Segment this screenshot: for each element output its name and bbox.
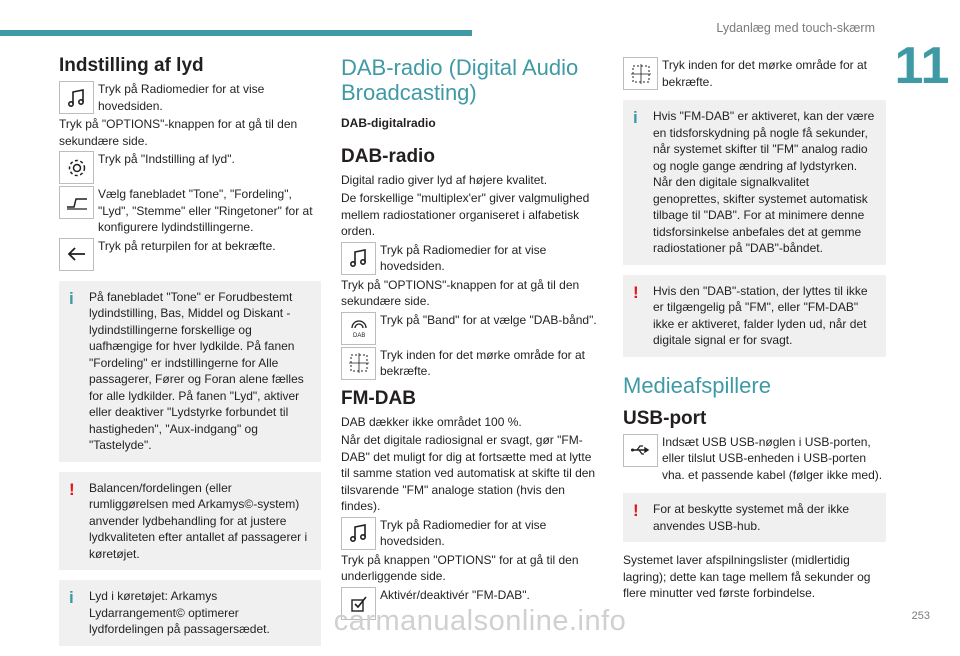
watermark: carmanualsonline.info: [333, 605, 627, 637]
step-text: Tryk inden for det mørke område for at bekræfte.: [380, 347, 585, 378]
column-dab: [341, 55, 603, 622]
step-band: [341, 312, 603, 345]
info-box-tone: [59, 281, 321, 462]
svg-text:DAB: DAB: [352, 333, 365, 339]
column-sound-settings: [59, 55, 321, 656]
subtitle: DAB-digitalradio: [341, 116, 436, 130]
paragraph: Systemet laver afspilningslister (midlertidig lagring); dette kan tage mellem få sekunder og flere minutter ved første forbindelse.: [623, 553, 871, 600]
back-arrow-icon: [59, 238, 94, 271]
chapter-number: 11: [894, 37, 950, 95]
info-text: På fanebladet "Tone" er Forudbestemt lydindstilling, Bas, Middel og Diskant -lydindstillingerne forskellige og uafhængige for hver lydkilde. På fanen "Fordeling" er indstillingerne for Alle passagerer, Fører og Foran alene fælles for alle lydkilder. På fanen "Lyd", aktiver eller deaktiver "Lydstyrke forbundet til hastigheden", "Aux-indgang" og "Tastelyde".: [89, 289, 304, 452]
paragraph: Tryk på knappen "OPTIONS" for at gå til den underliggende side.: [341, 552, 579, 583]
paragraph: De forskellige "multiplex'er" giver valgmulighed mellem radiostationer organiseret i alfabetisk orden.: [341, 191, 590, 238]
paragraph: Tryk på "OPTIONS"-knappen for at gå til den sekundære side.: [341, 277, 580, 308]
page-number: 253: [911, 610, 930, 622]
info-icon: i: [69, 288, 74, 308]
info-box-fm-dab: [623, 100, 886, 265]
step-text: Indsæt USB USB-nøglen i USB-porten, eller tilslut USB-enheden i USB-porten vha. et passende kabel (følger ikke med).: [662, 434, 883, 482]
step-radio-media: [341, 517, 603, 550]
step-select-tab: [59, 186, 321, 236]
info-text: Lyd i køretøjet: Arkamys Lydarrangement© optimerer lydfordelingen på passagersædet.: [89, 589, 270, 636]
info-icon: i: [69, 588, 74, 607]
section-title-media: Medieafspillere: [623, 372, 771, 398]
step-text: Tryk på Radiomedier for at vise hovedsiden.: [380, 517, 547, 548]
dark-area-icon: [341, 347, 376, 380]
step-confirm-area: [623, 57, 886, 90]
dark-area-icon: [623, 57, 658, 90]
music-note-icon: [341, 517, 376, 550]
warning-text: Balancen/fordelingen (eller rumliggørelsen med Arkamys©-system) anvender lydbehandling for at justere lydkvaliteten efter antallet af passagerer i køretøjet.: [89, 480, 308, 561]
info-icon: i: [633, 108, 638, 127]
step-text: Tryk på Radiomedier for at vise hovedsiden.: [98, 82, 265, 113]
section-title-sound: Indstilling af lyd: [59, 55, 204, 76]
warning-icon: !: [633, 282, 639, 302]
heading-fm-dab: FM-DAB: [341, 387, 416, 409]
step-text: Tryk på "Indstilling af lyd".: [98, 152, 235, 166]
step-text: Tryk på "Band" for at vælge "DAB-bånd".: [380, 312, 597, 327]
step-sound-setting: [59, 151, 321, 184]
music-note-icon: [59, 81, 94, 114]
column-media: [623, 55, 886, 604]
gear-icon: [59, 151, 94, 184]
paragraph: Når det digitale radiosignal er svagt, gør "FM-DAB" det muligt for dig at fortsætte med at lytte til samme station ved automatisk at skifte til den tilsvarende "FM" analoge station (hvis den findes).: [341, 433, 596, 513]
step-text: Tryk på returpilen for at bekræfte.: [98, 238, 276, 253]
warning-box-usb-hub: [623, 493, 886, 542]
paragraph: Tryk på "OPTIONS"-knappen for at gå til den sekundære side.: [59, 117, 298, 148]
step-text: Aktivér/deaktivér "FM-DAB".: [380, 587, 530, 602]
dab-icon: [341, 312, 376, 345]
usb-icon: [623, 434, 658, 467]
warning-text: For at beskytte systemet må der ikke anvendes USB-hub.: [653, 502, 850, 533]
step-back: [59, 238, 321, 271]
warning-text: Hvis den "DAB"-station, der lyttes til ikke er tilgængelig på "FM", eller "FM-DAB" ikke er aktiveret, falder lyden ud, når det digitale signal er for svagt.: [653, 283, 868, 347]
heading-dab-radio: DAB-radio: [341, 145, 435, 167]
paragraph: DAB dækker ikke området 100 %.: [341, 414, 522, 429]
warning-box-balance: [59, 472, 321, 571]
step-text: Tryk inden for det mørke område for at bekræfte.: [662, 58, 867, 89]
step-confirm-area: [341, 347, 603, 380]
step-radio-media: [341, 242, 603, 275]
paragraph: Digital radio giver lyd af højere kvalitet.: [341, 172, 548, 187]
heading-usb: USB-port: [623, 407, 707, 429]
info-text: Hvis "FM-DAB" er aktiveret, kan der være en tidsforskydning på nogle få sekunder, når systemet skifter til "FM" analog radio og nogle gange ændring af lydstyrken. Når den digitale signalkvalitet genoprettes, skifter systemet automatisk tilbage til "DAB". For at minimere denne tidsforsinkelse anbefales det at gemme radiostationer på "DAB"-båndet.: [653, 109, 875, 255]
warning-icon: !: [633, 501, 639, 520]
running-header: Lydanlæg med touch-skærm: [716, 21, 875, 35]
step-text: Tryk på Radiomedier for at vise hovedsiden.: [380, 242, 547, 273]
warning-box-dab-station: [623, 275, 886, 357]
step-usb-insert: [623, 434, 886, 484]
music-note-icon: [341, 242, 376, 275]
header-accent-bar: [0, 30, 472, 36]
section-title-dab: DAB-radio (Digital Audio Broadcasting): [341, 55, 579, 105]
step-radio-media: [59, 81, 321, 114]
warning-icon: !: [69, 479, 75, 499]
step-text: Vælg fanebladet "Tone", "Fordeling", "Lyd", "Stemme" eller "Ringetoner" for at konfigurere lydindstillingerne.: [98, 187, 313, 234]
tabs-icon: [59, 186, 94, 219]
